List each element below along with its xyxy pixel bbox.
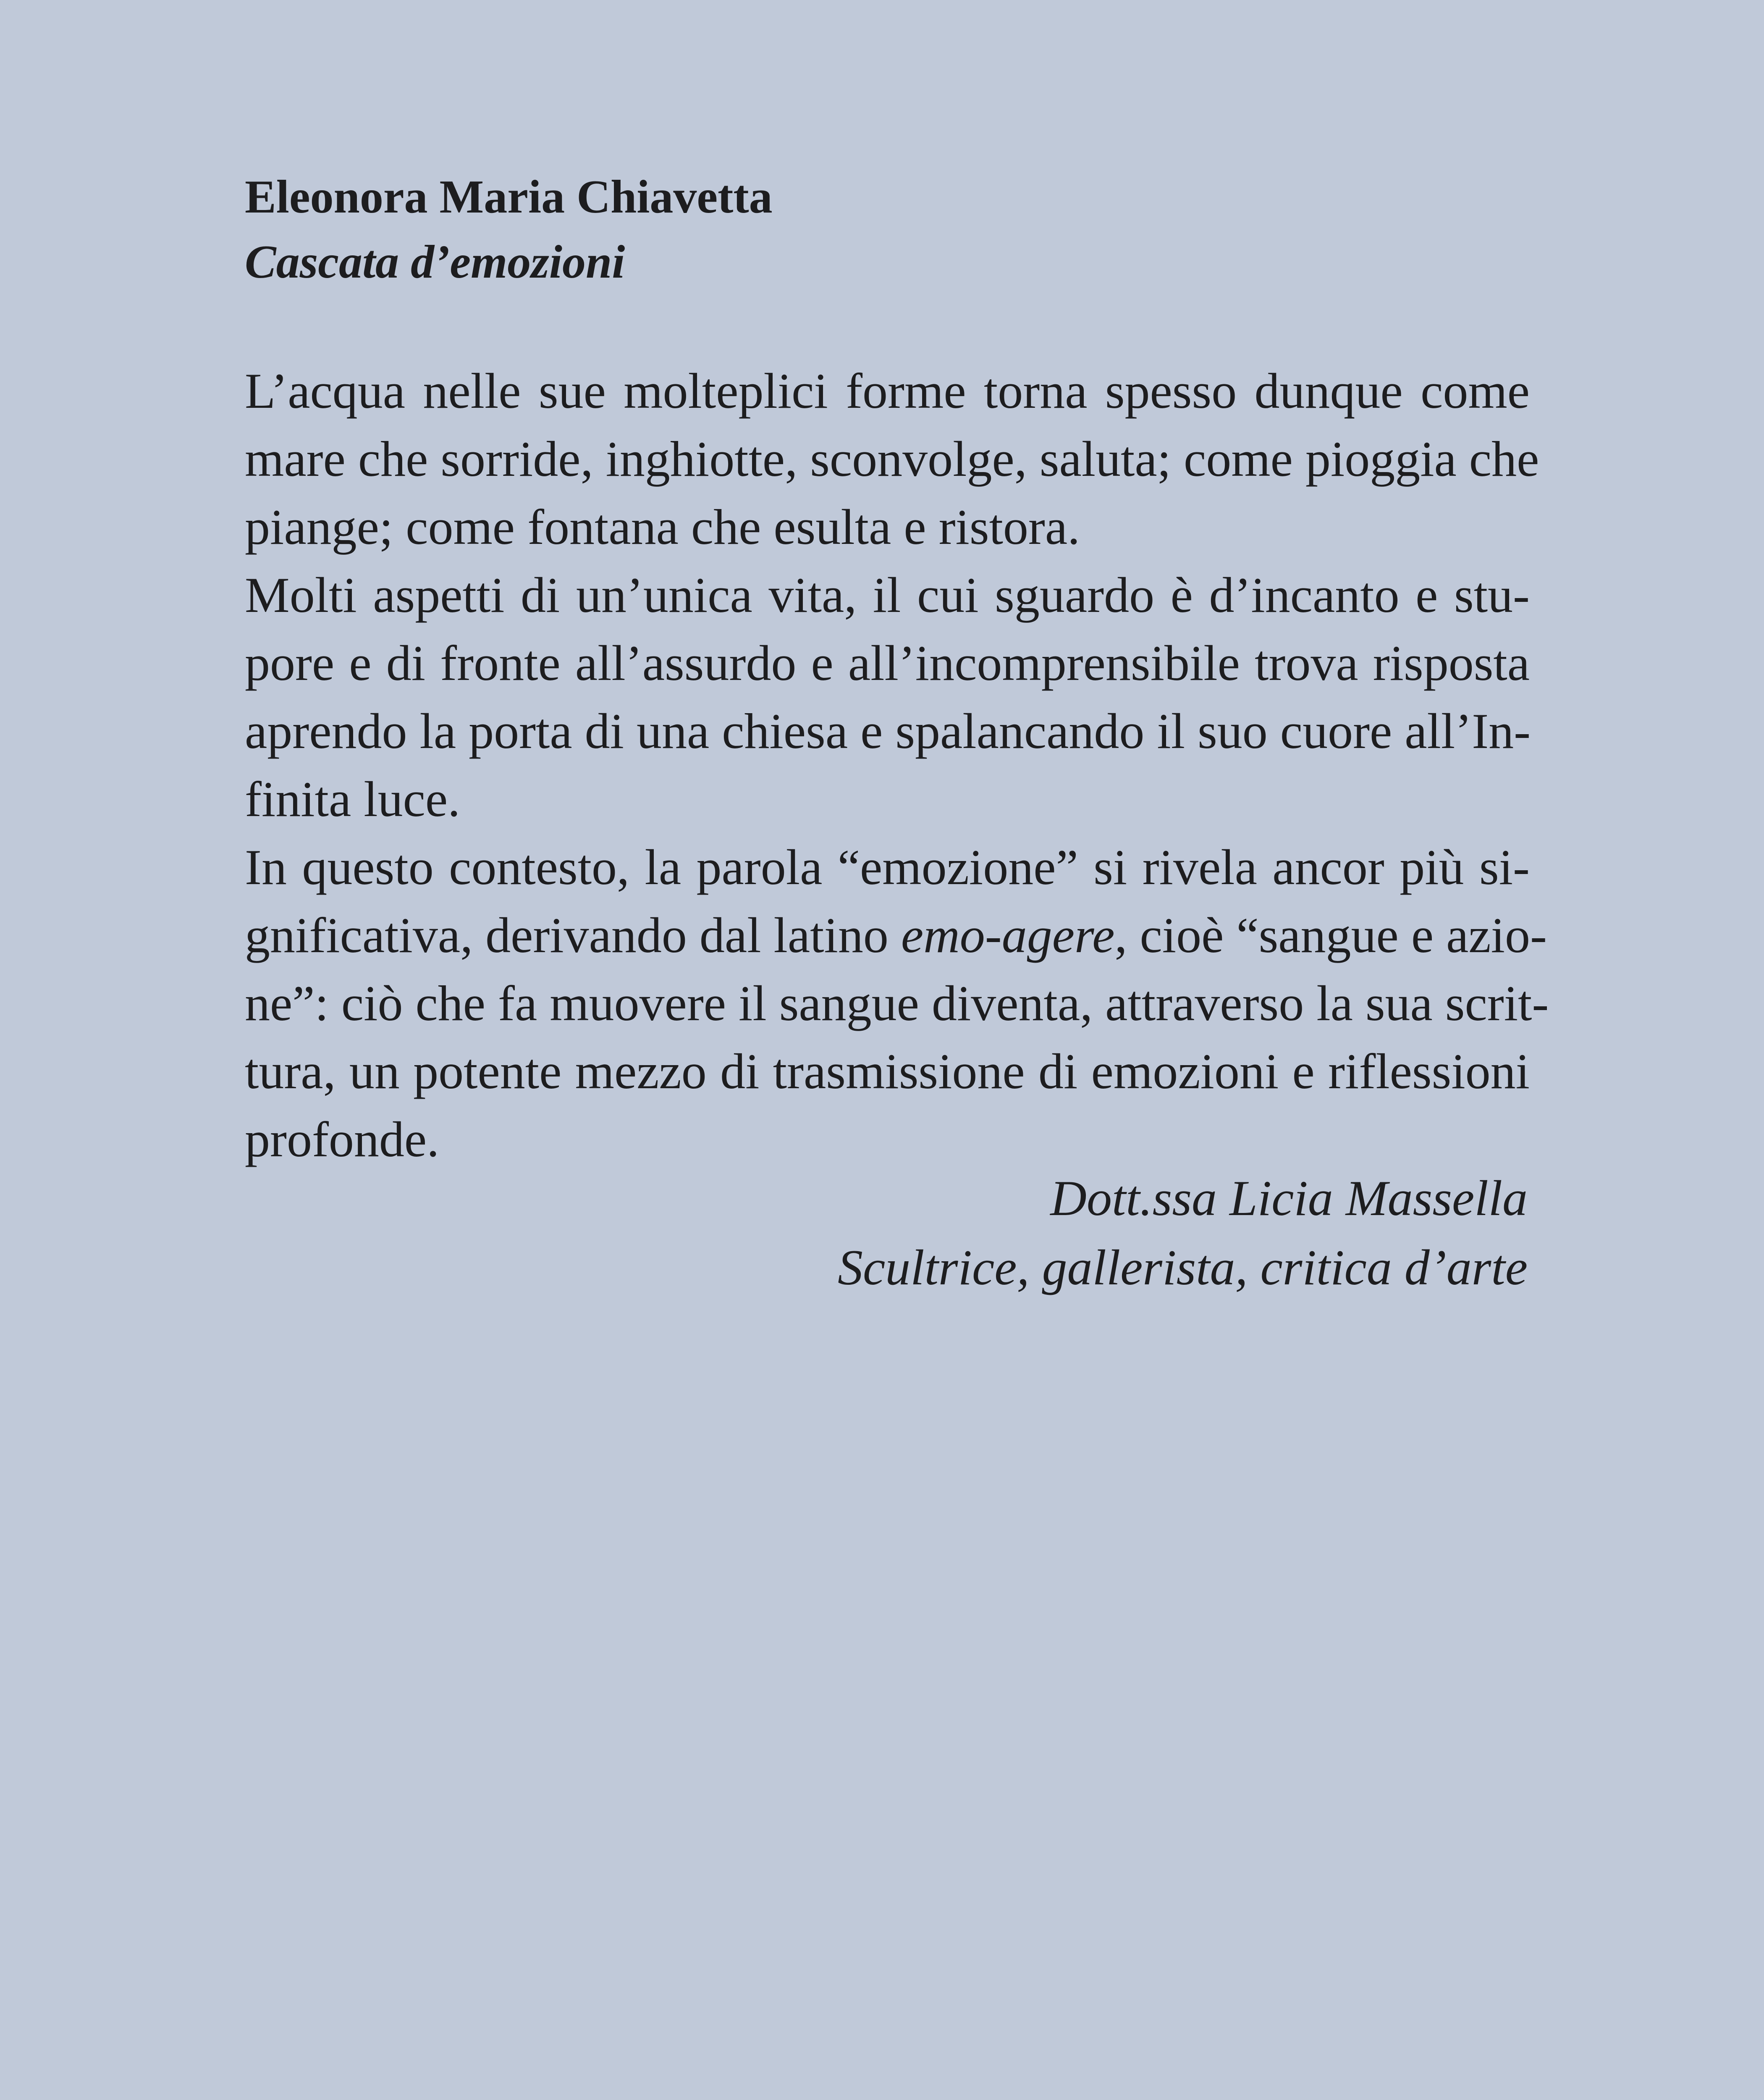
blurb-line: mare che sorride, inghiotte, sconvolge, saluta; come pioggia che: [245, 431, 1539, 487]
blurb-line: In questo contesto, la parola “emozione” si rivela ancor più si-: [245, 839, 1530, 895]
signature-role: Scultrice, gallerista, critica d’arte: [837, 1239, 1528, 1295]
book-title: Cascata d’emozioni: [245, 236, 625, 288]
blurb-segment: , cioè “sangue e azio-: [1114, 907, 1547, 963]
signature-name: Dott.ssa Licia Massella: [1050, 1170, 1528, 1226]
author-name: Eleonora Maria Chiavetta: [245, 171, 773, 223]
blurb-line: aprendo la porta di una chiesa e spalancando il suo cuore all’In-: [245, 703, 1531, 759]
blurb-line: pore e di fronte all’assurdo e all’incomprensibile trova risposta: [245, 635, 1530, 691]
blurb-line-mixed: [245, 901, 1547, 969]
blurb-line: ne”: ciò che fa muovere il sangue diventa, attraverso la sua scrit-: [245, 975, 1549, 1031]
latin-term: emo-agere: [901, 907, 1115, 963]
blurb-line: L’acqua nelle sue molteplici forme torna spesso dunque come: [245, 363, 1530, 419]
signature-block: [838, 1163, 1528, 1302]
blurb-line: profonde.: [245, 1111, 440, 1167]
blurb-line: finita luce.: [245, 771, 461, 827]
blurb-line: piange; come fontana che esulta e ristora.: [245, 499, 1080, 555]
blurb-text: [245, 357, 1549, 1173]
blurb-segment: gnificativa, derivando dal latino: [245, 907, 901, 963]
blurb-line: Molti aspetti di un’unica vita, il cui sguardo è d’incanto e stu-: [245, 567, 1530, 623]
blurb-line: tura, un potente mezzo di trasmissione di emozioni e riflessioni: [245, 1043, 1530, 1099]
